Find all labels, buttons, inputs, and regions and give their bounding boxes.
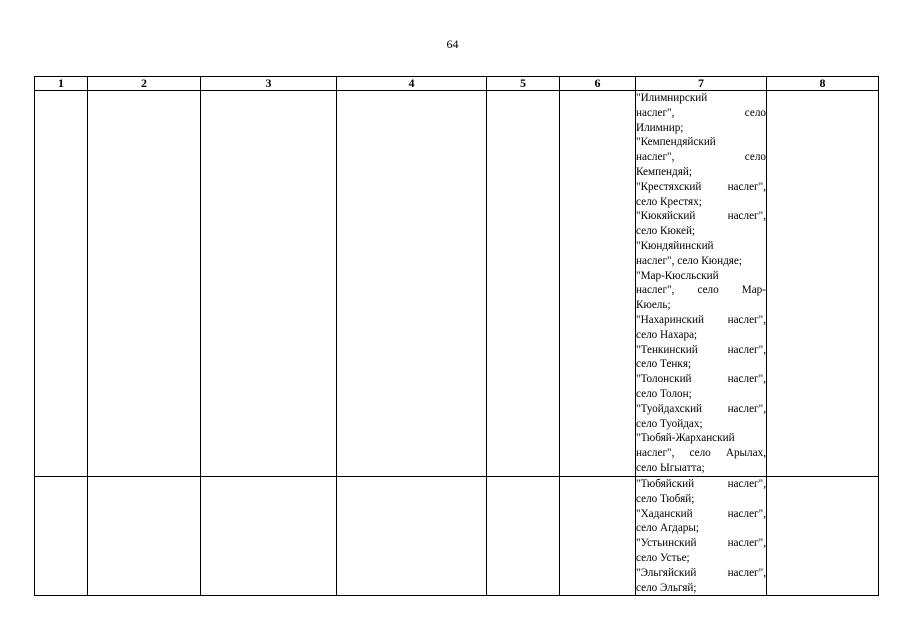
column-header-2: 2: [88, 77, 201, 91]
cell-text-line: "Тюбяй-Жарханский: [636, 432, 735, 445]
cell-text-line: село Ыгыатта;: [636, 461, 705, 474]
column-header-1: 1: [35, 77, 88, 91]
cell-text-line: наслег", село Кюндяе;: [636, 254, 742, 267]
cell-text-line: село Тюбяй;: [636, 492, 695, 505]
cell-text-line: "Тенкинский наслег",: [636, 343, 766, 356]
table-cell: [337, 91, 487, 477]
cell-text-line: "Туойдахский наслег",: [636, 402, 766, 415]
cell-text-line: "Илимнирский: [636, 92, 708, 104]
table-cell: [35, 91, 88, 477]
cell-text-line: "Крестяхский наслег",: [636, 180, 766, 193]
settlement-list-cell: [636, 91, 767, 477]
cell-text-line: село Эльгяй;: [636, 581, 697, 594]
table-cell: [88, 477, 201, 596]
cell-text-line: "Кемпендяйский: [636, 136, 716, 149]
column-header-8: 8: [767, 77, 879, 91]
column-header-6: 6: [560, 77, 636, 91]
column-header-3: 3: [201, 77, 337, 91]
settlement-list-cell: [636, 477, 767, 596]
table-cell: [88, 91, 201, 477]
cell-text-line: "Хаданский наслег",: [636, 507, 766, 520]
cell-text-line: село Агдары;: [636, 522, 700, 535]
cell-text-line: "Устьинский наслег",: [636, 537, 766, 550]
cell-text-line: село Крестях;: [636, 195, 702, 208]
page-number: 64: [446, 37, 459, 51]
cell-text-line: "Толонский наслег",: [636, 373, 766, 386]
table-cell: [35, 477, 88, 596]
table-cell: [767, 91, 879, 477]
cell-text-line: наслег", село Арылах,: [636, 447, 766, 460]
cell-text-line: "Тюбяйский наслег",: [636, 478, 766, 490]
column-header-7: 7: [636, 77, 767, 91]
table-cell: [201, 477, 337, 596]
table-cell: [487, 91, 560, 477]
column-header-5: 5: [487, 77, 560, 91]
table-cell: [201, 91, 337, 477]
cell-text-line: "Кюкяйский наслег",: [636, 210, 766, 223]
cell-text-line: наслег", село: [636, 106, 766, 119]
cell-text-line: "Эльгяйский наслег",: [636, 566, 766, 579]
table-cell: [337, 477, 487, 596]
column-header-4: 4: [337, 77, 487, 91]
table-cell: [487, 477, 560, 596]
table-cell: [767, 477, 879, 596]
cell-text-line: "Кюндяйинский: [636, 239, 714, 252]
table-cell: [560, 91, 636, 477]
cell-text-line: село Тенкя;: [636, 358, 692, 371]
table-row: [35, 477, 879, 596]
cell-text-line: село Туойдах;: [636, 417, 703, 430]
cell-text-line: Кемпендяй;: [636, 165, 692, 178]
cell-text-line: село Нахара;: [636, 328, 698, 341]
table-row: [35, 91, 879, 477]
cell-text-line: село Устье;: [636, 551, 690, 564]
cell-text-line: "Нахаринский наслег",: [636, 313, 766, 326]
cell-text-line: село Кюкей;: [636, 225, 696, 238]
cell-text-line: наслег", село: [636, 151, 766, 164]
cell-text-line: "Мар-Кюсльский: [636, 269, 719, 282]
table-cell: [560, 477, 636, 596]
cell-text-line: Кюель;: [636, 299, 671, 312]
cell-text-line: село Толон;: [636, 387, 692, 400]
cell-text-line: наслег", село Мар-: [636, 284, 766, 297]
document-table: [34, 76, 879, 596]
table-header-row: [35, 77, 879, 91]
cell-text-line: Илимнир;: [636, 121, 684, 134]
